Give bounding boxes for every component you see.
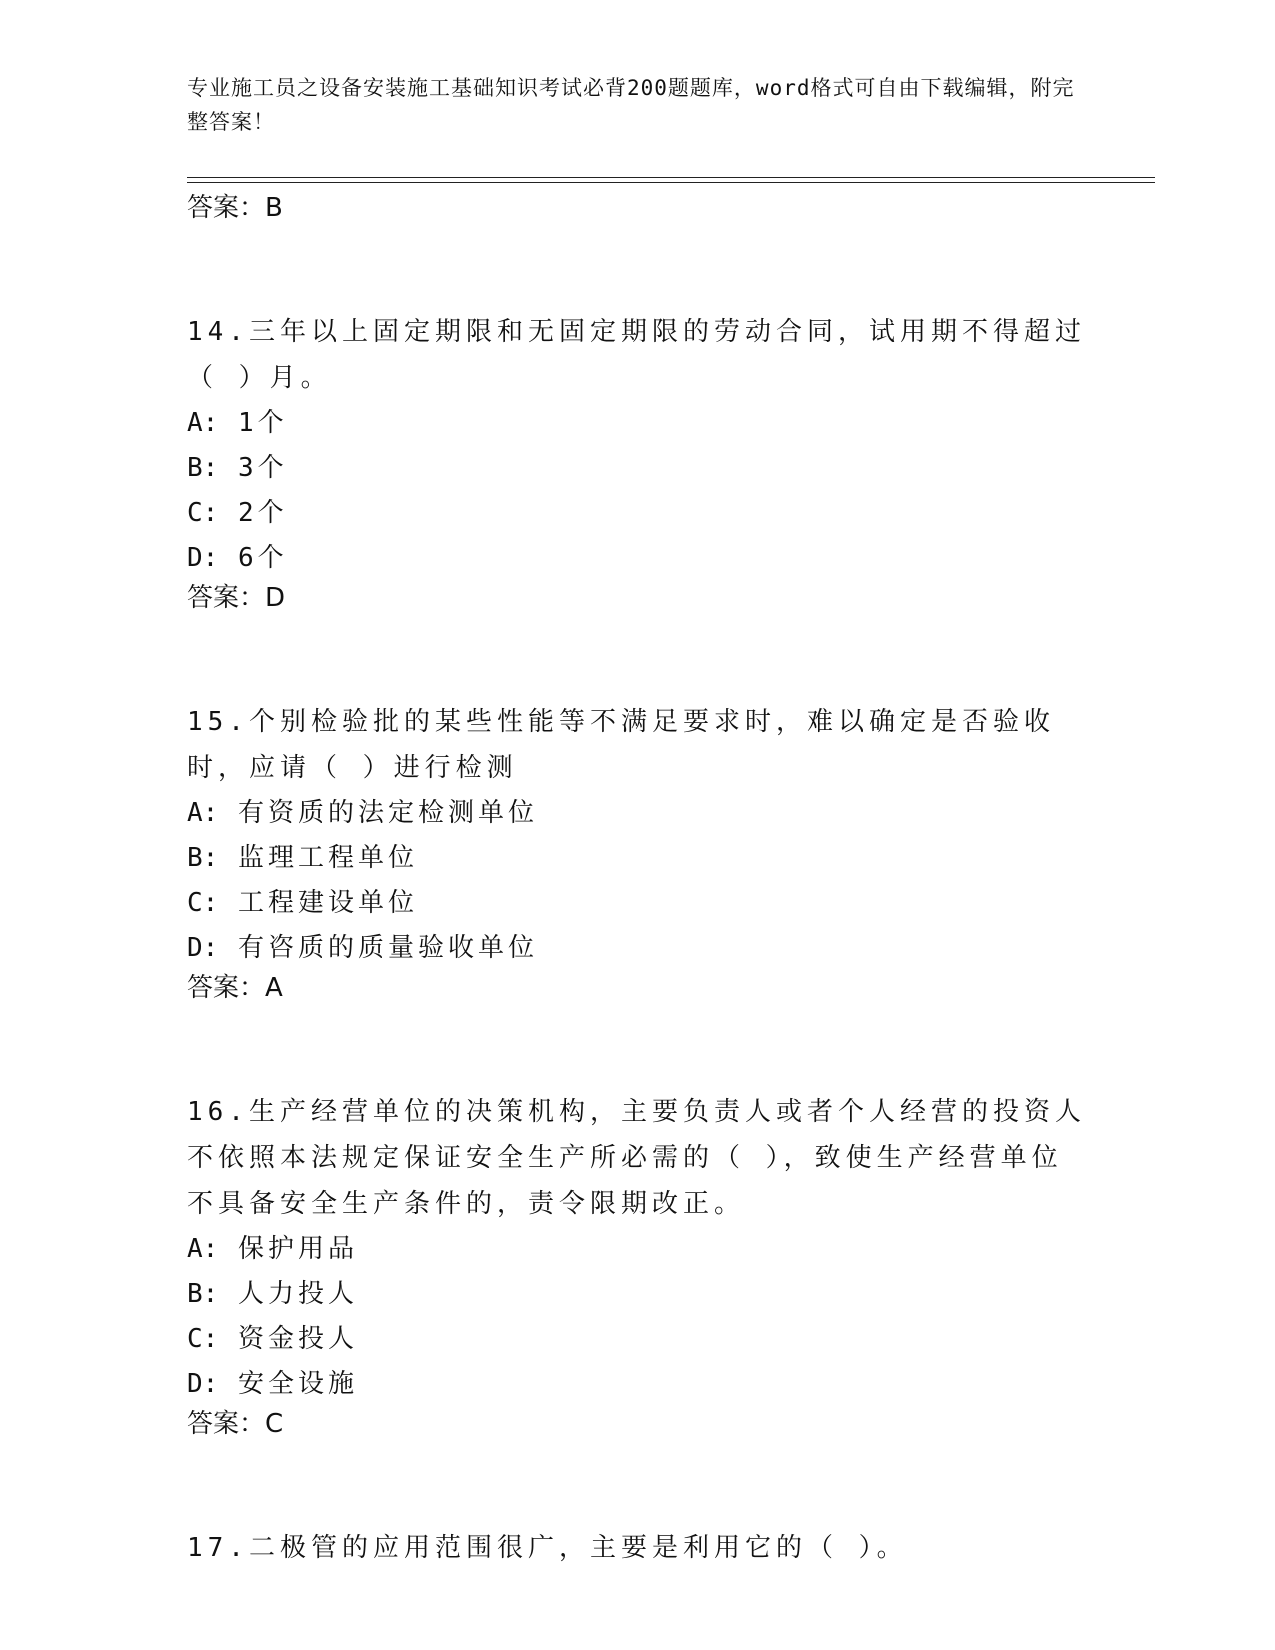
option-d: D: 安全设施 bbox=[187, 1369, 358, 1399]
option-a: A: 有资质的法定检测单位 bbox=[187, 798, 538, 828]
option-d: D: 6个 bbox=[187, 543, 288, 573]
question-16 bbox=[187, 1089, 1087, 1441]
question-17 bbox=[187, 1525, 1087, 1571]
question-text: 14.三年以上固定期限和无固定期限的劳动合同，试用期不得超过（ ）月。 bbox=[187, 317, 1086, 393]
option-c: C: 工程建设单位 bbox=[187, 888, 418, 918]
question-text: 15.个别检验批的某些性能等不满足要求时，难以确定是否验收时，应请（ ）进行检测 bbox=[187, 707, 1055, 783]
option-b: B: 监理工程单位 bbox=[187, 843, 418, 873]
answer-line: 答案：D bbox=[187, 583, 286, 613]
option-c: C: 资金投人 bbox=[187, 1324, 358, 1354]
option-a: A: 保护用品 bbox=[187, 1234, 358, 1264]
option-b: B: 人力投人 bbox=[187, 1279, 358, 1309]
option-d: D: 有咨质的质量验收单位 bbox=[187, 933, 538, 963]
question-15 bbox=[187, 699, 1087, 1005]
question-text: 17.二极管的应用范围很广，主要是利用它的（ ）。 bbox=[187, 1533, 908, 1563]
option-c: C: 2个 bbox=[187, 498, 288, 528]
question-14 bbox=[187, 309, 1087, 615]
answer-line: 答案：A bbox=[187, 973, 283, 1003]
question-list bbox=[187, 191, 1087, 1571]
header-divider-bottom bbox=[187, 182, 1155, 183]
option-b: B: 3个 bbox=[187, 453, 288, 483]
answer-line: 答案：B bbox=[187, 193, 283, 223]
answer-line: 答案：C bbox=[187, 1409, 284, 1439]
header-divider-top bbox=[187, 177, 1155, 178]
option-a: A: 1个 bbox=[187, 408, 288, 438]
question-text: 16.生产经营单位的决策机构，主要负责人或者个人经营的投资人不依照本法规定保证安全生产所必需的（ ），致使生产经营单位不具备安全生产条件的，责令限期改正。 bbox=[187, 1097, 1086, 1219]
document-header: 专业施工员之设备安装施工基础知识考试必背200题题库，word格式可自由下载编辑，附完整答案！ bbox=[187, 76, 1075, 134]
